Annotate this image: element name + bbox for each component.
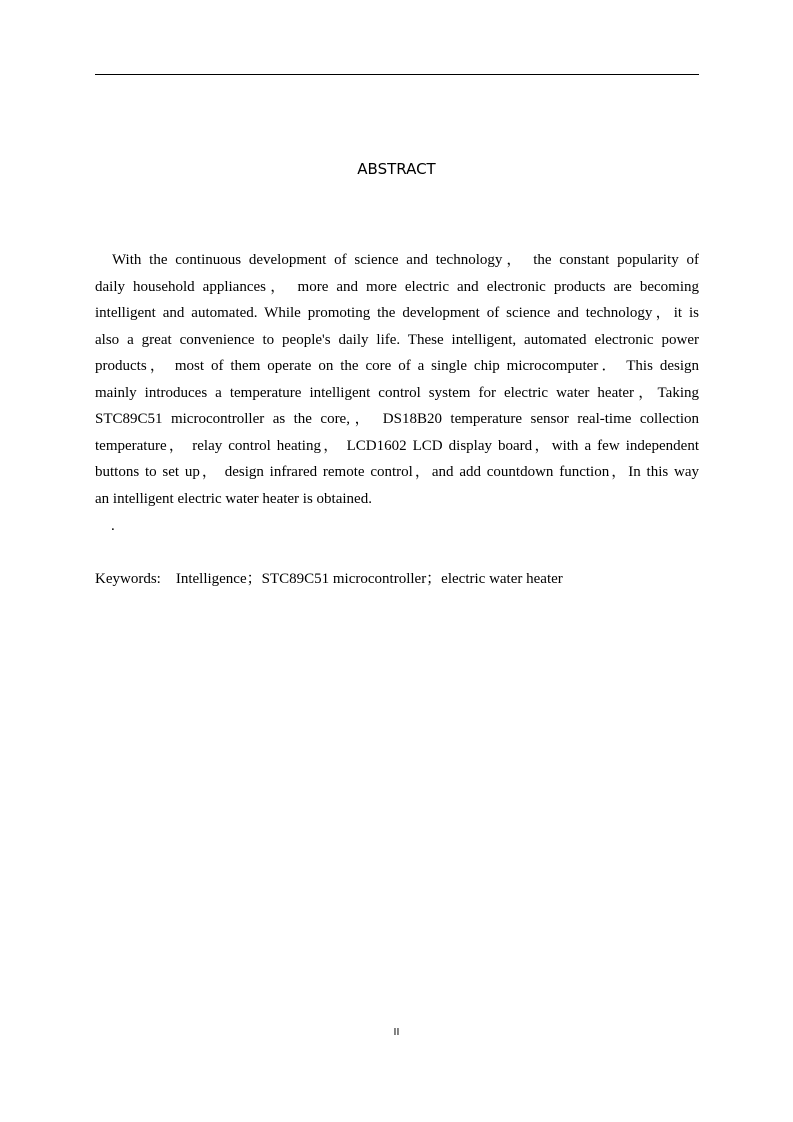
abstract-line: daily household appliances， more and more electric and electronic products are becoming [95, 278, 699, 295]
abstract-line: intelligent and automated. While promoting the development of science and technology，it is [95, 305, 699, 321]
keywords-label: Keywords: [95, 571, 161, 587]
abstract-line: also a great convenience to people's daily life. These intelligent, automated electronic power [95, 331, 699, 348]
page-title: ABSTRACT [357, 160, 436, 178]
abstract-line: With the continuous development of science and technology， the constant popularity of [112, 252, 699, 268]
abstract-line: temperature， relay control heating， LCD1602 LCD display board，with a few independent [95, 437, 699, 454]
abstract-line: an intelligent electric water heater is obtained. [95, 490, 372, 507]
trailing-mark: . [111, 518, 115, 534]
keywords-text: Intelligence；STC89C51 microcontroller；electric water heater [175, 571, 563, 587]
abstract-paragraph [95, 247, 699, 512]
abstract-line: mainly introduces a temperature intelligent control system for electric water heater，Taking [95, 384, 699, 401]
keywords [95, 568, 563, 590]
header-rule [95, 74, 699, 75]
abstract-line: products， most of them operate on the core of a single chip microcomputer． This design [95, 358, 699, 374]
abstract-line: buttons to set up， design infrared remote control，and add countdown function，In this way [95, 464, 699, 480]
page-number: II [393, 1027, 400, 1038]
abstract-line: STC89C51 microcontroller as the core,， DS18B20 temperature sensor real-time collection [95, 411, 699, 427]
